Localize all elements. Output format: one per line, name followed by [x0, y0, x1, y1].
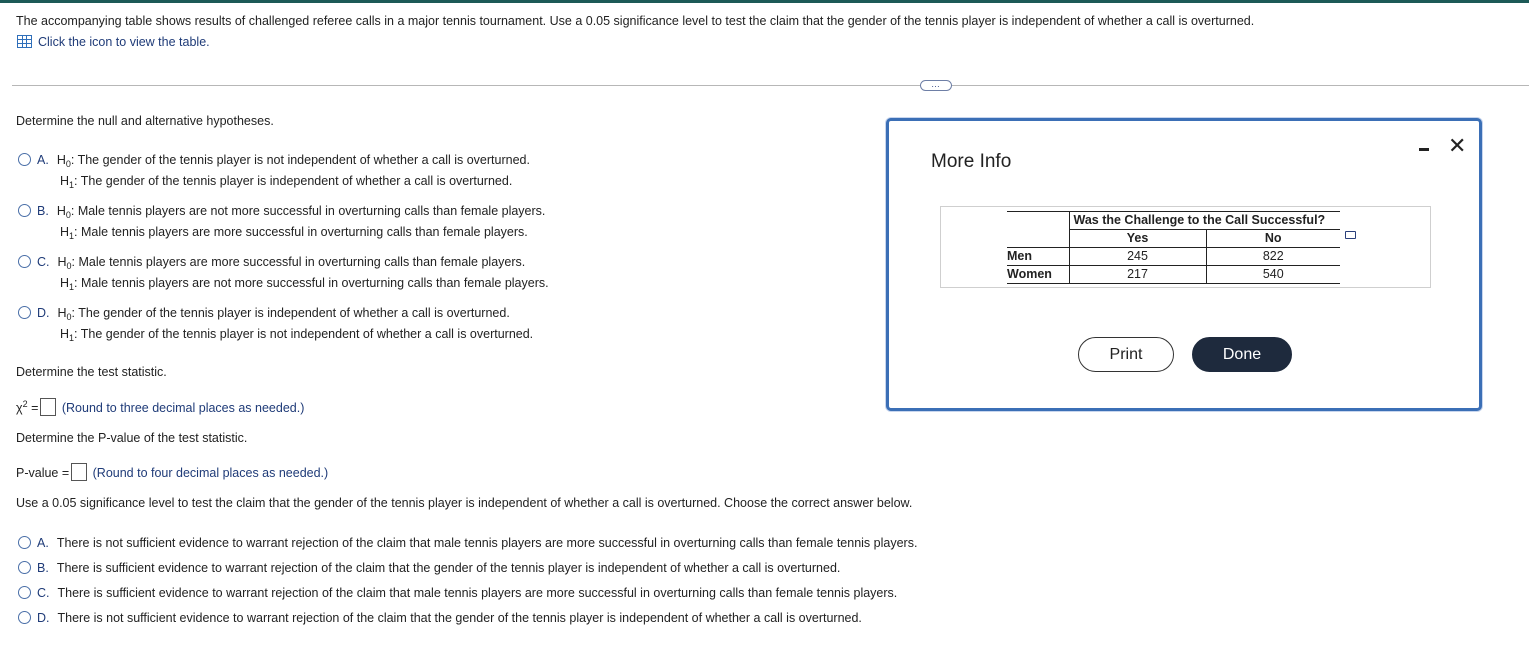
radio-button[interactable] — [18, 611, 31, 624]
cell-no: 822 — [1206, 248, 1340, 266]
radio-button[interactable] — [18, 586, 31, 599]
equals-sign: = — [31, 401, 39, 415]
copy-table-icon[interactable] — [1345, 231, 1356, 239]
cell-no: 540 — [1206, 266, 1340, 284]
conclusion-option-c[interactable] — [18, 586, 897, 600]
hypothesis-option-c-h1: $H_1$: Male tennis players are not more successful in overturning calls than female players. — [60, 276, 549, 292]
test-statistic-input[interactable] — [40, 398, 56, 416]
contingency-table — [1007, 211, 1340, 284]
option-text: There is not sufficient evidence to warrant rejection of the claim that male tennis players are more successful in overturning calls than female tennis players. — [56, 536, 918, 550]
hypothesis-option-b[interactable]: B. $H_0$: Male tennis players are not more successful in overturning calls than female players. — [18, 204, 545, 220]
dialog-title: More Info — [931, 151, 1012, 172]
option-letter: A. — [37, 536, 49, 550]
rounding-hint: (Round to four decimal places as needed.) — [92, 466, 329, 480]
radio-button[interactable] — [18, 204, 31, 217]
table-corner — [1007, 230, 1069, 248]
p-value-row — [16, 463, 328, 481]
h0-text: Male tennis players are not more successful in overturning calls than female players. — [77, 204, 546, 218]
rounding-hint: (Round to three decimal places as needed.) — [61, 401, 305, 415]
option-letter: C. — [37, 586, 50, 600]
radio-button[interactable] — [18, 536, 31, 549]
radio-button[interactable] — [18, 153, 31, 166]
h1-text: The gender of the tennis player is independent of whether a call is overturned. — [80, 174, 513, 188]
option-text: There is sufficient evidence to warrant rejection of the claim that the gender of the tennis player is independent of whether a call is overturned. — [56, 561, 841, 575]
p-value-label: P-value = — [16, 466, 70, 480]
radio-button[interactable] — [18, 561, 31, 574]
chi-square-symbol: χ — [16, 401, 23, 415]
conclusion-option-a[interactable] — [18, 536, 917, 550]
table-row — [1007, 248, 1340, 266]
h0-text: The gender of the tennis player is independent of whether a call is overturned. — [78, 306, 510, 320]
conclusion-option-d[interactable] — [18, 611, 862, 625]
test-statistic-row: $\chi^2$ = (Round to three decimal places as needed.) — [16, 399, 305, 415]
done-button[interactable]: Done — [1192, 337, 1292, 372]
minimize-icon[interactable] — [1419, 148, 1429, 151]
h1-text: Male tennis players are more successful in overturning calls than female players. — [81, 225, 528, 239]
conclusion-option-b[interactable] — [18, 561, 840, 575]
more-info-dialog — [886, 118, 1482, 411]
option-text: There is not sufficient evidence to warrant rejection of the claim that the gender of the tennis player is independent of whether a call is overturned. — [57, 611, 862, 625]
cell-yes: 245 — [1069, 248, 1206, 266]
table-header: Was the Challenge to the Call Successful? — [1069, 212, 1340, 230]
h0-text: Male tennis players are more successful in overturning calls than female players. — [78, 255, 526, 269]
test-statistic-prompt: Determine the test statistic. — [16, 365, 167, 379]
section-divider — [12, 85, 1529, 86]
hypothesis-option-a-h1: $H_1$: The gender of the tennis player is independent of whether a call is overturned. — [60, 174, 513, 190]
hypothesis-option-b-h1: $H_1$: Male tennis players are more successful in overturning calls than female players. — [60, 225, 528, 241]
option-letter: C. — [37, 255, 50, 269]
view-table-text[interactable]: Click the icon to view the table. — [38, 35, 210, 49]
column-header-no: No — [1206, 230, 1340, 248]
option-letter: D. — [37, 306, 50, 320]
data-table-frame — [940, 206, 1431, 288]
close-icon[interactable]: ✕ — [1448, 133, 1467, 158]
p-value-input[interactable] — [71, 463, 87, 481]
hypothesis-option-d[interactable]: D. $H_0$: The gender of the tennis player is independent of whether a call is overturned. — [18, 306, 510, 322]
table-row — [1007, 266, 1340, 284]
option-letter: D. — [37, 611, 50, 625]
h1-text: Male tennis players are not more successful in overturning calls than female players. — [81, 276, 549, 290]
print-button[interactable]: Print — [1078, 337, 1174, 372]
option-text: There is sufficient evidence to warrant rejection of the claim that male tennis players are more successful in overturning calls than female tennis players. — [57, 586, 898, 600]
row-label: Women — [1007, 266, 1069, 284]
more-options-button[interactable]: … — [920, 80, 952, 91]
radio-button[interactable] — [18, 255, 31, 268]
h1-text: The gender of the tennis player is not independent of whether a call is overturned. — [80, 327, 534, 341]
cell-yes: 217 — [1069, 266, 1206, 284]
hypothesis-option-d-h1: $H_1$: The gender of the tennis player is not independent of whether a call is overturned. — [60, 327, 534, 343]
p-value-prompt: Determine the P-value of the test statistic. — [16, 431, 248, 445]
column-header-yes: Yes — [1069, 230, 1206, 248]
row-label: Men — [1007, 248, 1069, 266]
view-table-link[interactable] — [17, 35, 210, 49]
top-accent-bar — [0, 0, 1529, 3]
conclusion-prompt: Use a 0.05 significance level to test the claim that the gender of the tennis player is independent of whether a call is overturned. Choose the correct answer below. — [16, 496, 913, 510]
option-letter: A. — [37, 153, 49, 167]
table-icon[interactable] — [17, 35, 32, 48]
hypothesis-option-a[interactable]: A. $H_0$: The gender of the tennis player is not independent of whether a call is overturned. — [18, 153, 530, 169]
h0-text: The gender of the tennis player is not independent of whether a call is overturned. — [77, 153, 530, 167]
option-letter: B. — [37, 561, 49, 575]
hypotheses-prompt: Determine the null and alternative hypotheses. — [16, 114, 274, 128]
hypothesis-option-c[interactable]: C. $H_0$: Male tennis players are more successful in overturning calls than female players. — [18, 255, 525, 271]
table-corner — [1007, 212, 1069, 230]
option-letter: B. — [37, 204, 49, 218]
question-intro: The accompanying table shows results of challenged referee calls in a major tennis tournament. Use a 0.05 significance level to test the claim that the gender of the tennis player is independent of whether a call is overturned. — [16, 14, 1255, 28]
radio-button[interactable] — [18, 306, 31, 319]
